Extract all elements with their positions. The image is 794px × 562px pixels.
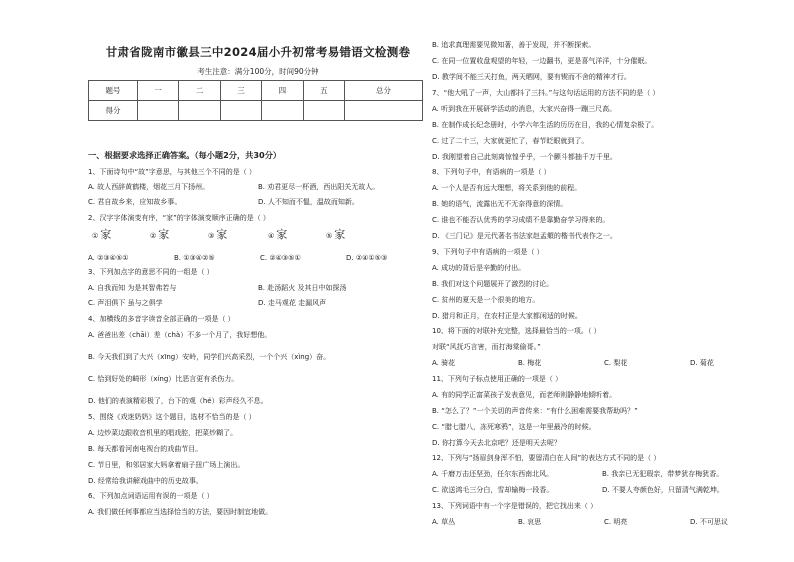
question-stem: 5、围绕《戏迷奶奶》这个题目，选材不恰当的是（ ）	[88, 413, 256, 421]
glyph-item: ④ 家	[268, 228, 288, 241]
glyph-item: ① 家	[92, 228, 112, 241]
score-cell: 五	[303, 81, 344, 101]
question-stem: 10、将下面的对联补充完整，选择最恰当的一项。（ ）	[432, 327, 601, 335]
option-d: D. 不可思议	[690, 518, 728, 526]
option-c: C. 贫州的夏天是一个很美的地方。	[432, 296, 540, 304]
oracle-bone-glyph: 家	[276, 228, 288, 241]
option-c: C. 恰到好处的畸形（xíng）比恶言更有杀伤力。	[88, 375, 239, 383]
option-a: A. 故人西辞黄鹤楼，烟花三月下扬州。	[88, 183, 210, 191]
option-a: A. 自我而知 为是其智弗若与	[88, 284, 177, 292]
bronze-script-glyph: 家	[334, 228, 346, 241]
option-b: B. 追求真理需要见微知著，善于发现，并不断探索。	[432, 41, 596, 49]
score-input-cell[interactable]	[220, 101, 261, 121]
option-b: B. 哀思	[518, 518, 542, 526]
option-row	[432, 518, 728, 527]
glyph-item: ⑤ 家	[326, 228, 346, 241]
section-heading: 一、根据要求选择正确答案。（每小题2分，共30分）	[88, 150, 282, 160]
question-stem: 7、“他大吼了一声，大山都抖了三抖。”与这句话运用的方法不同的是（ ）	[432, 89, 660, 97]
option-a: A. 一个人是否有远大理想，将关系到他的前程。	[432, 184, 582, 192]
option-b: B. 她的语气，流露出无不无奈得意的深情。	[432, 200, 568, 208]
option-d: D. 人不知而不愠，温故而知新。	[258, 198, 359, 206]
question-stem: 13、下列词语中有一个字是错误的，把它找出来（ ）	[432, 502, 598, 510]
option-a: A. 千磨万击还坚劲，任尔东西南北风。	[432, 470, 554, 478]
glyph-item: ② 家	[150, 228, 170, 241]
option-row	[88, 198, 359, 207]
option-c: C. 节日里，和邻居家大妈拿着扇子扭广场上演出。	[88, 461, 245, 469]
score-table	[88, 80, 423, 121]
option-d: D. 走马观花 走漏风声	[258, 299, 327, 307]
question-stem: 2、汉字字体演变有序，“家”的字体演变顺序正确的是（ ）	[88, 214, 270, 222]
exam-notice: 考生注意：满分100分，时间90分钟	[197, 67, 319, 76]
score-input-cell[interactable]	[138, 101, 179, 121]
option-a: A. 听到我在开展研学活动的消息，大家兴奋得一蹦三尺高。	[432, 105, 617, 113]
option-c: C. 在同一位置收盘观望的年轻，一边翻书，更是喜气洋洋，十分催眠。	[432, 57, 652, 65]
score-input-cell[interactable]	[303, 101, 344, 121]
option-d: D. 不要人夸颜色好，只留清气满乾坤。	[602, 486, 724, 494]
score-cell: 题号	[89, 81, 138, 101]
option-d: D. 《三门记》是元代著名书法家赵孟頫的楷书代表作之一。	[432, 232, 617, 240]
option-a: A. 我们做任何事都应当选择恰当的方法，要因时制宜地做。	[88, 508, 273, 516]
question-stem: 4、加横线的多音字读音全部正确的一项是（ ）	[88, 315, 235, 323]
exam-title: 甘肃省陇南市徽县三中2024届小升初常考易错语文检测卷	[105, 45, 411, 59]
option-b: B. 劝君更尽一杯酒，西出阳关无故人。	[258, 183, 380, 191]
option-b: B. 赴汤蹈火 及其日中如探汤	[258, 284, 347, 292]
option-b: B. “怎么了？”一个关切的声音传来：“有什么困难需要我帮助吗？”	[432, 407, 638, 415]
option-c: C. 声泪俱下 虽与之俱学	[88, 299, 163, 307]
character-evolution-glyphs	[88, 226, 388, 248]
option-b: B. 我亲已无犯瑕亲，带梦犹存梅犹香。	[602, 470, 724, 478]
option-b: B. 梅花	[518, 359, 542, 367]
option-row	[432, 486, 724, 495]
seal-script-glyph: 家	[100, 228, 112, 241]
question-stem: 6、下列加点词语运用有误的一项是（ ）	[88, 492, 214, 500]
option-b: B. 每天都看河南电视台的戏曲节目。	[88, 445, 203, 453]
score-cell: 三	[220, 81, 261, 101]
score-cell: 得分	[89, 101, 138, 121]
question-stem: 3、下列加点字的意思不同的一组是（ ）	[88, 268, 214, 276]
option-c: C. “腊七腊八，冻死寒鸦”，这是一年里最冷的时候。	[432, 423, 596, 431]
question-stem: 11、下列句子标点使用正确的一项是（ ）	[432, 375, 563, 383]
option-c: C. 欲送鸿毛三分白，雪却输梅一段香。	[432, 486, 554, 494]
option-row	[432, 470, 723, 479]
option-a: A. 成功的背后是辛勤的付出。	[432, 264, 526, 272]
option-d: D. 教学间不能三天打鱼，两天晒网，要有锲而不舍的精神才行。	[432, 73, 631, 81]
couplet-line: 对联“风抚巧言害，而打海棠偷哥。”	[432, 343, 541, 351]
option-c: C. 过了二十三，大家就更忙了，春节眨眼就到了。	[432, 137, 589, 145]
option-c: C. ②④③⑤①	[260, 254, 301, 262]
option-b: B. ①③④②⑤	[174, 254, 215, 262]
score-cell: 四	[262, 81, 303, 101]
score-cell: 一	[138, 81, 179, 101]
option-d: D. 我刚望着自己此刻离惊惶乎乎，一个颤斗都抽千万千里。	[432, 153, 617, 161]
option-c: C. 谁也不能否认优秀的学习成绩不是靠勤奋学习得来的。	[432, 216, 610, 224]
option-a: A. 骑花	[432, 359, 456, 367]
option-a: A. ②③④⑤①	[88, 254, 129, 262]
glyph-item: ③ 家	[208, 228, 228, 241]
option-row	[88, 254, 387, 263]
option-row	[88, 183, 379, 192]
question-stem: 12、下列与“扬眉剑身浑不怕，要留清白在人间”的表达方式不同的是（ ）	[432, 454, 661, 462]
score-input-cell[interactable]	[345, 101, 423, 121]
score-table-score-row	[89, 101, 423, 121]
option-a: A. 边炒菜边跟收音机里的唱戏腔，把菜炒糊了。	[88, 429, 238, 437]
option-c: C. 君自故乡来，应知故乡事。	[88, 198, 182, 206]
score-input-cell[interactable]	[179, 101, 220, 121]
regular-script-glyph: 家	[158, 228, 170, 241]
question-stem: 8、下列句子中，有语病的一项是（ ）	[432, 168, 551, 176]
option-c: C. 明亮	[604, 518, 628, 526]
option-b: B. 我们对这个问题展开了激烈的讨论。	[432, 280, 554, 288]
option-d: D. 菊花	[690, 359, 714, 367]
option-b: B. 在制作成长纪念册时，小学六年生活的历历在目，我的心情复杂极了。	[432, 121, 659, 129]
option-d: D. 他们的表演精彩极了，台下的观（hé）彩声经久不息。	[88, 397, 268, 405]
option-d: D. ②④①⑤③	[346, 254, 388, 262]
option-d: D. 你打算今天去北京吧？还是明天去呢？	[432, 439, 561, 447]
question-stem: 9、下列句子中有语病的一项是（ ）	[432, 248, 544, 256]
score-table-header-row	[89, 81, 423, 101]
option-row	[432, 359, 714, 368]
score-cell: 二	[179, 81, 220, 101]
option-a: A. 草丛	[432, 518, 456, 526]
option-d: D. 经常给我讲解戏曲中的历史故事。	[88, 477, 203, 485]
option-b: B. 今天我们到了大兴（xīng）安岭，同学们兴高采烈，一个个兴（xìng）奋。	[88, 353, 331, 361]
option-c: C. 梨花	[604, 359, 628, 367]
option-a: A. 有的同学正富菜孩子发表意见，而老师则静静地倾听着。	[432, 391, 617, 399]
score-input-cell[interactable]	[262, 101, 303, 121]
option-a: A. 爸爸出差（chāi）差（chà）不多一个月了，我好想他。	[88, 331, 272, 339]
option-d: D. 猎月和正月，在农村正是大家都闲适的时候。	[432, 312, 582, 320]
question-stem: 1、下面诗句中“故”字意思，与其他三个不同的是（ ）	[88, 168, 256, 176]
score-cell: 总分	[345, 81, 423, 101]
option-row	[88, 284, 346, 293]
cursive-script-glyph: 家	[216, 228, 228, 241]
option-row	[88, 299, 326, 308]
